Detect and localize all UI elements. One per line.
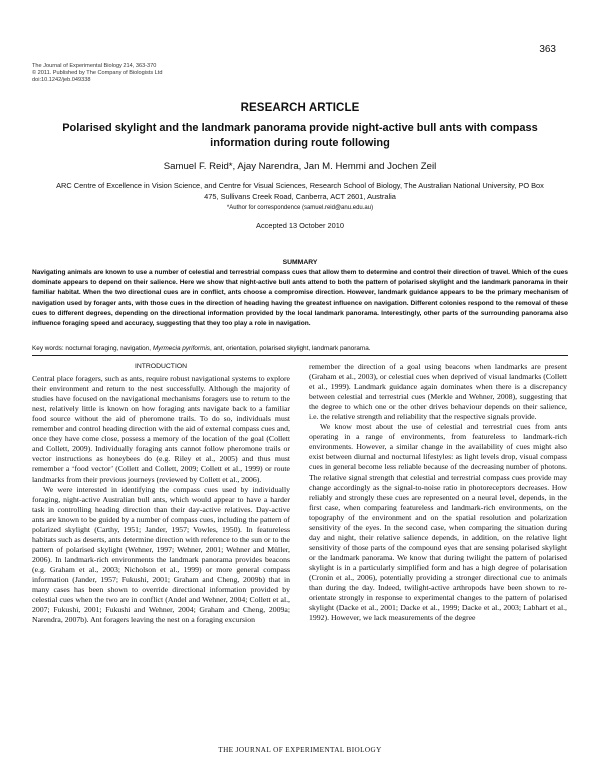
authors: Samuel F. Reid*, Ajay Narendra, Jan M. Hemmi and Jochen Zeil: [163, 161, 437, 172]
article-title: Polarised skylight and the landmark panorama provide night-active bull ants with compass information during route following: [62, 122, 538, 149]
paragraph: remember the direction of a goal using beacons when landmarks are present (Graham et al., 2003), or celestial cues when deprived of visual landmarks (Collett et al., 1999). Landmark guidance again dominates when there is a discrepancy between celestial and terrestrial cues (Merkle and Wehner, 2008), suggesting that the degree to which one or the other drives behaviour depends on their salience, i.e. the relative strength and reliability that the respective signals provide.: [309, 362, 567, 422]
right-column: [309, 362, 567, 623]
paragraph: We know most about the use of celestial and terrestrial cues from ants operating in a range of environments, from featureless to landmark-rich environments. However, a similar change in the availability of cues might also exist between diurnal and nocturnal lifestyles: as light levels drop, visual compass cues in general become less reliable because of the decreasing number of photons. The relative signal strength that celestial and terrestrial compass cues provide may change accordingly as the signal-to-noise ratio in photoreceptors decreases. How reliably and strongly these cues are represented on a neural level, depends, in the first case, when comparing featureless and landmark-rich environments, on the topography of the environment and on the spatial resolution and polarization sensitivity of the eyes. In the second case, when comparing the situation during day and night, their relative salience depends, in addition, on the relative light sensitivity of those parts of the compound eyes that are sensing polarised skylight or the landmark panorama. We know that during twilight the pattern of polarised skylight is in a particularly simplified form and has a high degree of polarisation (Cronin et al., 2006), potentially providing a stronger directional cue to animals than during the day. Indeed, twilight-active arthropods have been shown to re-orientate strongly in response to experimental changes to the pattern of polarised skylight (Dacke et al., 2001; Dacke et al., 1999; Dacke et al., 2003; Labhart et al., 1992). However, we lack measurements of the degree: [309, 422, 567, 623]
keywords-label: Key words:: [32, 345, 64, 352]
affiliation: ARC Centre of Excellence in Vision Science, and Centre for Visual Sciences, Research School of Biology, The Australian National University, PO Box 475, Sullivans Creek Road, Canberra, ACT 2601, Australia: [56, 181, 544, 201]
paragraph: Central place foragers, such as ants, require robust navigational systems to explore their environment and return to the nest successfully. Although the majority of studies have focused on the navigational mechanisms foragers use to return to the nest, relatively little is known on how foraging ants navigate back to a familiar food source without the aid of pheromone trails. To do so, individuals must remember and control heading direction with the aid of external compass cues and, once they have come close, possess a memory of the location of the goal (Collett and Collett, 2009). Individually foraging ants cannot follow pheromone trails or vector instructions as honeybees do (e.g. Riley et al., 2005) and thus must remember a ‘food vector’ (Collett and Collett, 2009; Collett et al., 1999) or route landmarks from their previous journeys (reviewed by Collett et al., 2006).: [32, 374, 290, 484]
journal-footer: THE JOURNAL OF EXPERIMENTAL BIOLOGY: [218, 746, 382, 754]
keywords-after: , ant, orientation, polarised skylight, landmark panorama.: [209, 345, 371, 352]
article-type: RESEARCH ARTICLE: [240, 102, 360, 114]
keywords-species: Myrmecia pyriformis: [152, 345, 210, 352]
journal-meta: [32, 63, 162, 85]
divider: [32, 355, 568, 356]
summary-heading: SUMMARY: [282, 259, 318, 266]
correspondence: *Author for correspondence (samuel.reid@anu.edu.au): [226, 205, 374, 211]
summary-body: Navigating animals are known to use a number of celestial and terrestrial compass cues that allow them to determine and control their direction of travel. Which of the cues dominate appears to depend on their salience. Here we show that night-active bull ants attend to both the pattern of polarised skylight and the landmark panorama in their familiar habitat. When the two directional cues are in conflict, ants choose a compromise direction. However, landmark guidance appears to be the primary mechanism of navigation used by forager ants, with those cues in the direction of heading having the greatest influence on navigation. Different colonies respond to the removal of these cues to different degrees, depending on the directional information provided by the local landmark panorama. Interestingly, other parts of the surrounding panorama also influence foraging speed and accuracy, suggesting that they too play a role in navigation.: [32, 269, 568, 328]
accepted-date: Accepted 13 October 2010: [256, 221, 344, 230]
keywords: [32, 345, 568, 352]
keywords-before: nocturnal foraging, navigation,: [63, 345, 153, 352]
paragraph: We were interested in identifying the compass cues used by individually foraging, night-active Australian bull ants, which would appear to have a harder task in controlling heading direction than their day-active relatives. Day-active ants are known to be guided by a number of compass cues, including the pattern of polarized skylight (Carthy, 1951; Jander, 1957; Vowles, 1950). In featureless habitats such as deserts, ants determine direction with reference to the sun or to the pattern of polarised skylight (Wehner, 1997; Wehner, 2001; Wehner and Müller, 2006). In landmark-rich environments the landmark panorama provides beacons (e.g. Graham et al., 2003; Nicholson et al., 1999) or more general compass information (Jander, 1957; Fukushi, 2001; Graham and Cheng, 2009b) that in many cases has been shown to override directional information provided by celestial cues when the two are in conflict (Andel and Wehner, 2004; Collett et al., 2007; Fukushi, 2001; Fukushi and Wehner, 2004; Graham and Cheng, 2009a; Narendra, 2007b). Ant foragers leaving the nest on a foraging excursion: [32, 484, 290, 625]
page-number: 363: [539, 44, 556, 55]
introduction-heading: INTRODUCTION: [134, 363, 188, 370]
journal-doi: doi:10.1242/jeb.049338: [32, 77, 91, 84]
left-column: [32, 362, 290, 625]
journal-copyright: © 2011. Published by The Company of Biologists Ltd: [32, 70, 163, 77]
journal-citation: The Journal of Experimental Biology 214, 363-370: [32, 63, 157, 69]
